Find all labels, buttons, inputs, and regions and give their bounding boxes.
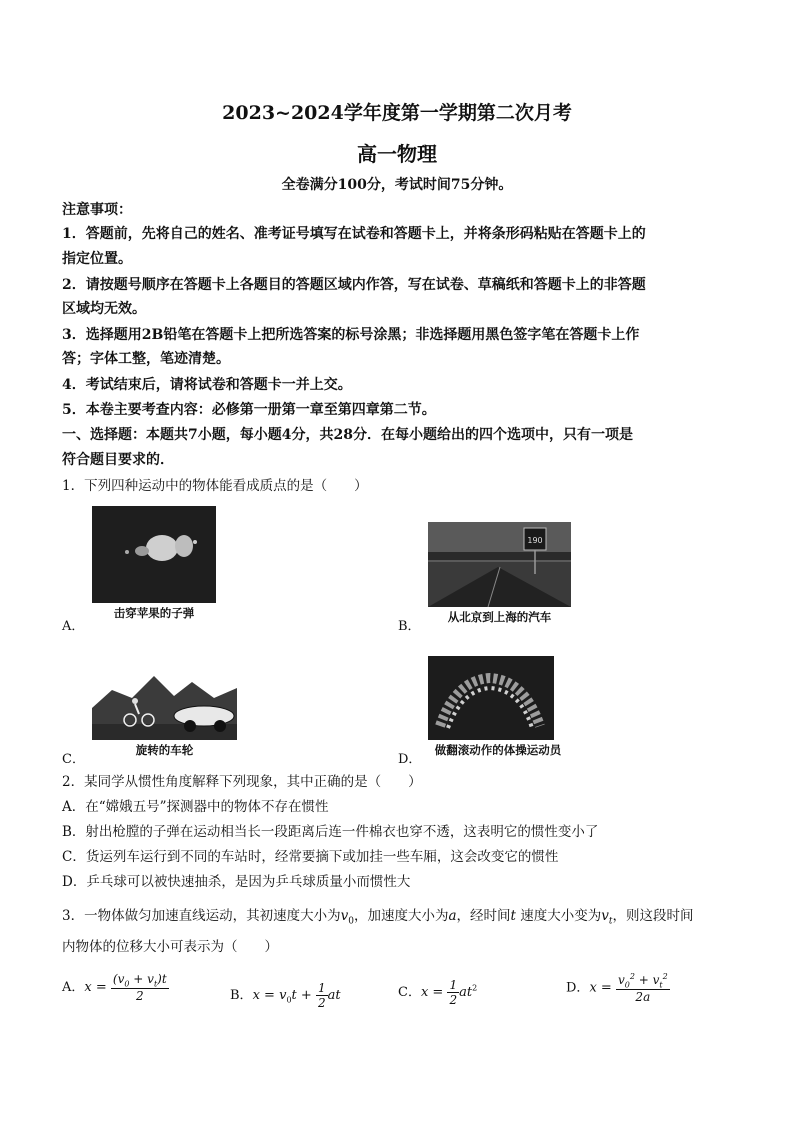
q3-option-c: C．x = $\frac{1}{2}$ $at^2$ bbox=[398, 978, 478, 1007]
note-line: 4．考试结束后，请将试卷和答题卡一并上交。 bbox=[62, 377, 352, 393]
q1-stem: 1．下列四种运动中的物体能看成质点的是（ ） bbox=[62, 478, 368, 494]
q3-stem-line1: 3．一物体做匀加速直线运动，其初速度大小为$v_0$，加速度大小为a，经时间t 速度大小变为$v_t$，则这段时间 bbox=[62, 908, 694, 927]
exam-info: 全卷满分100分，考试时间75分钟。 bbox=[281, 177, 513, 193]
note-line: 5．本卷主要考查内容：必修第一册第一章至第四章第二节。 bbox=[62, 402, 436, 418]
section-heading: 一、选择题：本题共7小题，每小题4分，共28分．在每小题给出的四个选项中，只有一项是 bbox=[62, 427, 633, 443]
subject-title: 高一物理 bbox=[357, 142, 437, 166]
q2-option-b: B．射出枪膛的子弹在运动相当长一段距离后连一件棉衣也穿不透，这表明它的惯性变小了 bbox=[62, 824, 599, 840]
q1-option-a-label: A． bbox=[62, 619, 85, 634]
exam-title: 2023~2024学年度第一学期第二次月考 bbox=[222, 102, 572, 124]
highway-car-photo bbox=[428, 522, 571, 607]
q3-option-a: A．x = $\frac{(v_0 + v_t)t}{2}$ bbox=[62, 972, 167, 1004]
q1-option-d-label: D． bbox=[398, 752, 422, 767]
note-line: 区域均无效。 bbox=[62, 301, 146, 317]
q1-option-c-caption: 旋转的车轮 bbox=[135, 743, 194, 757]
q1-option-b-caption: 从北京到上海的汽车 bbox=[447, 610, 552, 624]
bullet-apple-photo bbox=[92, 506, 216, 603]
speed-sign-text: 190 bbox=[527, 536, 543, 545]
q2-option-c: C．货运列车运行到不同的车站时，经常要摘下或加挂一些车厢，这会改变它的惯性 bbox=[62, 849, 559, 865]
q3-option-b: B．$x = v_0t$ + $\frac{1}{2}$ at bbox=[230, 981, 341, 1010]
q2-option-d: D．乒乓球可以被快速抽杀，是因为乒乓球质量小而惯性大 bbox=[62, 874, 411, 890]
note-line: 2．请按题号顺序在答题卡上各题目的答题区域内作答，写在试卷、草稿纸和答题卡上的非答题 bbox=[62, 277, 646, 293]
q1-option-d-caption: 做翻滚动作的体操运动员 bbox=[434, 743, 562, 757]
section-heading-cont: 符合题目要求的． bbox=[62, 452, 174, 468]
q3-stem-line2: 内物体的位移大小可表示为（ ） bbox=[62, 939, 278, 955]
rotating-wheel-photo bbox=[92, 668, 237, 740]
q2-stem: 2．某同学从惯性角度解释下列现象，其中正确的是（ ） bbox=[62, 774, 422, 790]
q2-option-a: A．在“嫦娥五号”探测器中的物体不存在惯性 bbox=[62, 799, 329, 815]
gymnast-photo bbox=[428, 656, 554, 740]
note-line: 1．答题前，先将自己的姓名、准考证号填写在试卷和答题卡上，并将条形码粘贴在答题卡上的 bbox=[62, 226, 646, 242]
q1-option-a-caption: 击穿苹果的子弹 bbox=[113, 606, 195, 620]
note-line: 指定位置。 bbox=[62, 251, 132, 267]
note-line: 3．选择题用2B铅笔在答题卡上把所选答案的标号涂黑；非选择题用黑色签字笔在答题卡上作 bbox=[62, 327, 640, 343]
note-line: 答；字体工整，笔迹清楚。 bbox=[62, 351, 230, 367]
q1-option-c-label: C． bbox=[62, 752, 85, 767]
q1-option-b-label: B． bbox=[398, 619, 421, 634]
q3-option-d: D．x = $\frac{v_0^2 + v_t^2}{2a}$ bbox=[566, 972, 668, 1005]
notes-heading: 注意事项： bbox=[62, 202, 132, 218]
